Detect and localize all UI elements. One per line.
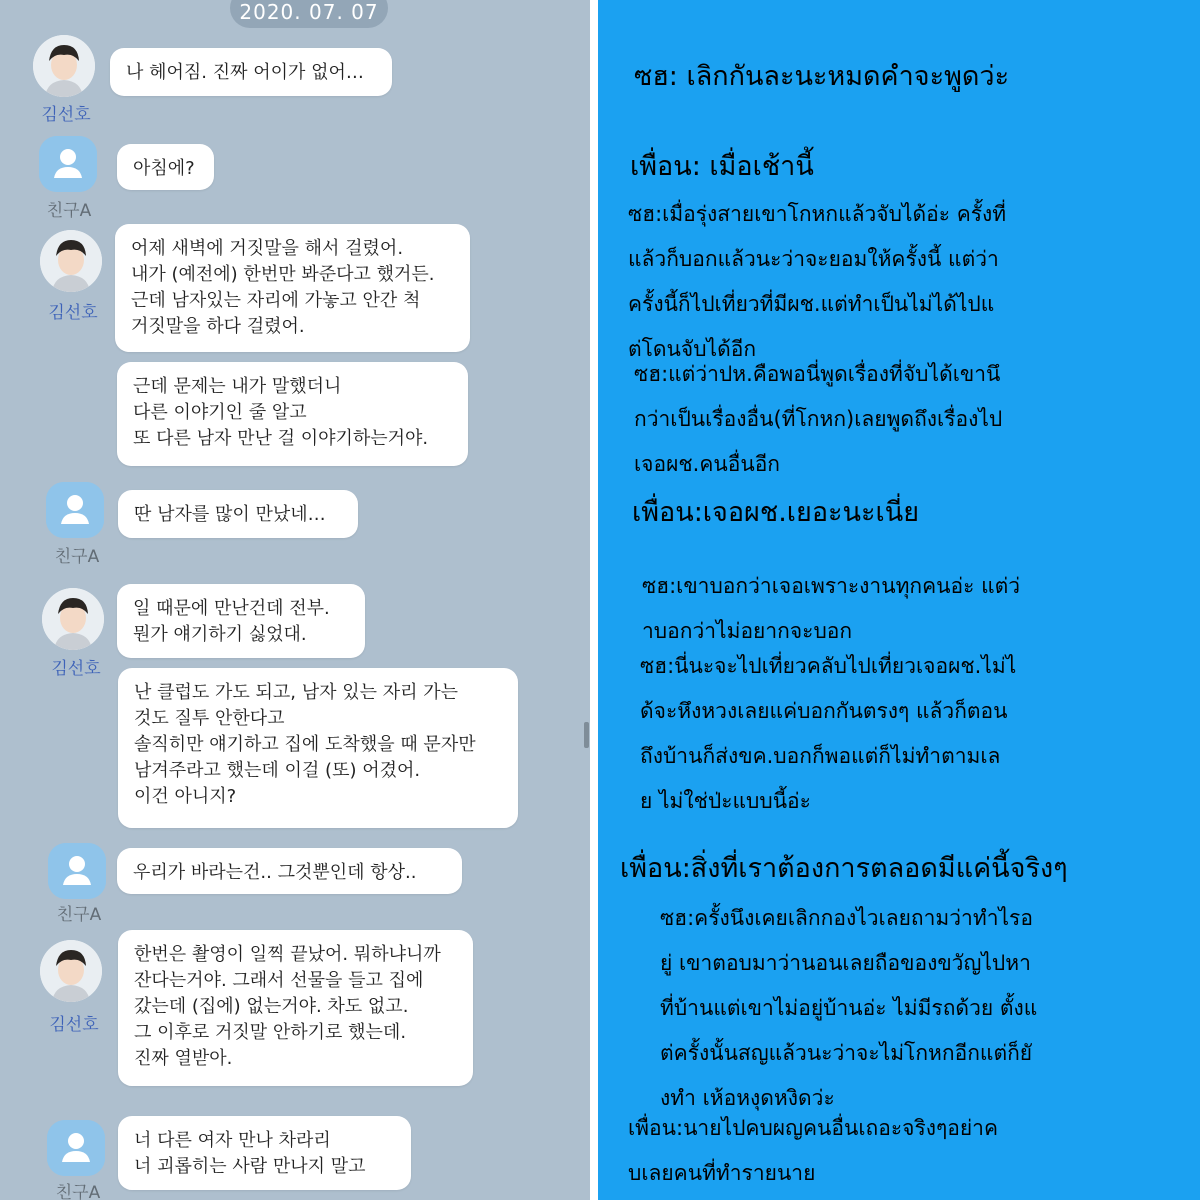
kim-avatar-icon[interactable]: [33, 35, 95, 97]
sender-name-friend: 친구A: [55, 1183, 101, 1200]
translation-line: เพื่อน: เมื่อเช้านี้: [630, 151, 814, 182]
kim-avatar-icon[interactable]: [40, 940, 102, 1002]
friend-avatar-icon[interactable]: [39, 136, 97, 192]
message-bubble: 너 다른 여자 만나 차라리 너 괴롭히는 사람 만나지 말고: [118, 1116, 411, 1190]
scrollbar-handle[interactable]: [584, 722, 589, 748]
message-bubble: 난 클럽도 가도 되고, 남자 있는 자리 가는 것도 질투 안한다고 솔직히만 얘기하고 집에 도착했을 때 문자만 남겨주라고 했는데 이걸 (또) 어겼어. 이건 아니지?: [118, 668, 518, 828]
panel-divider: [590, 0, 598, 1200]
message-bubble: 일 때문에 만난건데 전부. 뭔가 얘기하기 싫었대.: [117, 584, 365, 658]
translation-line: เพื่อน:สิ่งที่เราต้องการตลอดมีแค่นี้จริงๆ: [620, 853, 1068, 884]
sender-name-kim: 김선호: [49, 1015, 99, 1035]
message-bubble: 근데 문제는 내가 말했더니 다른 이야기인 줄 알고 또 다른 남자 만난 걸 이야기하는거야.: [117, 362, 468, 466]
message-bubble: 나 헤어짐. 진짜 어이가 없어…: [110, 48, 392, 96]
translation-line: ซฮ: เลิกกันละนะหมดคำจะพูดว่ะ: [634, 61, 1010, 92]
message-bubble: 우리가 바라는건.. 그것뿐인데 항상..: [117, 848, 462, 894]
sender-name-kim: 김선호: [41, 105, 91, 125]
sender-name-kim: 김선호: [51, 659, 101, 679]
translation-line: ซฮ:นี่นะจะไปเที่ยวคลับไปเที่ยวเจอผช.ไม่ไ ด้จะหึงหวงเลยแค่บอกกันตรงๆ แล้วก็ตอน ถึงบ้านก็ส่งขค.บอกก็พอแต่ก็ไม่ทำตามเล ย ไม่ใช่ป่ะแบบนี้อ่ะ: [640, 654, 1017, 813]
message-bubble: 딴 남자를 많이 만났네…: [118, 490, 358, 538]
kim-avatar-icon[interactable]: [42, 588, 104, 650]
translation-line: ซฮ:ครั้งนึงเคยเลิกกองไวเลยถามว่าทำไรอ ยู่ เขาตอบมาว่านอนเลยถือของขวัญไปหา ที่บ้านแต่เขาไม่อยู่บ้านอ่ะ ไม่มีรถด้วย ตั้งแ ต่ครั้งนั้นสญแล้วนะว่าจะไม่โกหกอีกแต่ก็ยั งทำ เห้อหงุดหงิดว่ะ: [660, 906, 1038, 1110]
translation-line: เพื่อน:เจอผช.เยอะนะเนี่ย: [632, 497, 920, 528]
kim-avatar-icon[interactable]: [40, 230, 102, 292]
sender-name-friend: 친구A: [54, 547, 100, 567]
translation-line: ซฮ:เมื่อรุ่งสายเขาโกหกแล้วจับได้อ่ะ ครั้งที่ แล้วก็บอกแล้วนะว่าจะยอมให้ครั้งนี้ แต่ว่า ครั้งนี้ก็ไปเที่ยวที่มีผช.แต่ทำเป็นไม่ได้ไปแ ต่โดนจับได้อีก: [628, 202, 1007, 361]
thai-translation-panel: [598, 0, 1200, 1200]
translation-line: ซฮ:เขาบอกว่าเจอเพราะงานทุกคนอ่ะ แต่ว่ าบอกว่าไม่อยากจะบอก: [642, 574, 1021, 643]
translation-line: ซฮ:แต่ว่าปห.คือพอนี่พูดเรื่องที่จับได้เขานึ กว่าเป็นเรื่องอื่น(ที่โกหก)เลยพูดถึงเรื่องไป เจอผช.คนอื่นอีก: [634, 362, 1003, 476]
sender-name-kim: 김선호: [48, 303, 98, 323]
date-separator: 2020. 07. 07: [230, 0, 388, 28]
translation-line: เพื่อน:นายไปคบผญคนอื่นเถอะจริงๆอย่าค บเลยคนที่ทำรายนาย: [628, 1116, 999, 1185]
message-bubble: 아침에?: [117, 144, 214, 190]
sender-name-friend: 친구A: [56, 905, 102, 925]
chat-screenshot-panel: [0, 0, 590, 1200]
message-bubble: 어제 새벽에 거짓말을 해서 걸렸어. 내가 (예전에) 한번만 봐준다고 했거든. 근데 남자있는 자리에 가놓고 안간 척 거짓말을 하다 걸렸어.: [115, 224, 470, 352]
friend-avatar-icon[interactable]: [48, 843, 106, 899]
message-bubble: 한번은 촬영이 일찍 끝났어. 뭐하냐니까 잔다는거야. 그래서 선물을 들고 집에 갔는데 (집에) 없는거야. 차도 없고. 그 이후로 거짓말 안하기로 했는데. 진짜 열받아.: [118, 930, 473, 1086]
sender-name-friend: 친구A: [46, 201, 92, 221]
friend-avatar-icon[interactable]: [47, 1120, 105, 1176]
friend-avatar-icon[interactable]: [46, 482, 104, 538]
